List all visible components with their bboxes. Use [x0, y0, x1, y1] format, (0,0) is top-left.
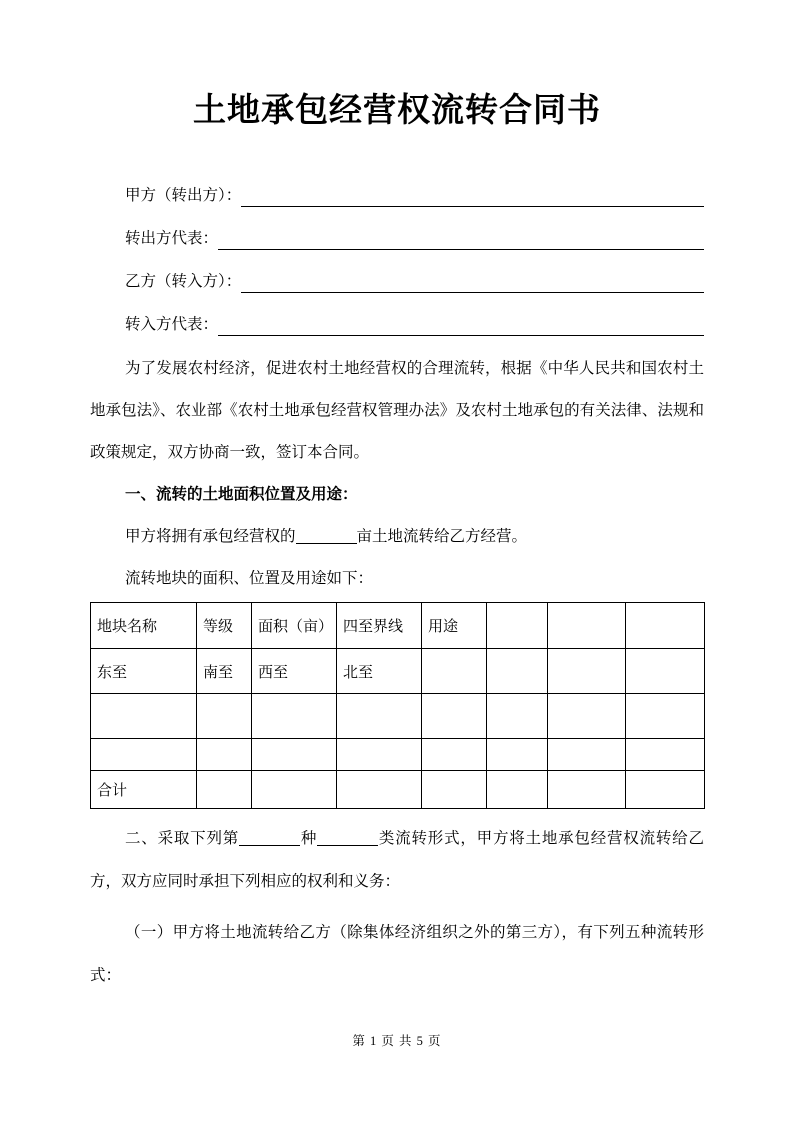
cell-empty	[422, 739, 487, 771]
party-field-blank-line[interactable]	[241, 184, 704, 207]
cell-east: 东至	[91, 649, 197, 694]
cell-empty	[422, 694, 487, 739]
cell-empty	[548, 771, 626, 809]
cell-empty	[626, 694, 705, 739]
table-row-total	[91, 771, 705, 809]
cell-empty	[197, 694, 252, 739]
cell-west: 西至	[252, 649, 337, 694]
party-field-blank-line[interactable]	[241, 270, 704, 293]
party-field-label: 转出方代表：	[125, 230, 219, 247]
cell-empty	[626, 603, 705, 649]
area-blank-field[interactable]	[296, 528, 357, 544]
section1-sentence-pre: 甲方将拥有承包经营权的	[125, 528, 296, 545]
cell-empty	[422, 771, 487, 809]
cell-total: 合计	[91, 771, 197, 809]
cell-area: 面积（亩）	[252, 603, 337, 649]
cell-grade: 等级	[197, 603, 252, 649]
cell-plot-name: 地块名称	[91, 603, 197, 649]
section1-heading: 一、流转的土地面积位置及用途：	[125, 486, 358, 503]
cell-empty	[548, 649, 626, 694]
section1-sentence	[90, 516, 704, 558]
party-field-row-zhuanchu-rep	[90, 207, 704, 250]
cell-empty	[91, 694, 197, 739]
form-number-blank-field[interactable]	[239, 830, 300, 846]
cell-south: 南至	[197, 649, 252, 694]
cell-empty	[548, 603, 626, 649]
table-row-header	[91, 603, 705, 649]
cell-empty	[626, 649, 705, 694]
cell-usage: 用途	[422, 603, 487, 649]
party-field-blank-line[interactable]	[218, 313, 704, 336]
form-type-blank-field[interactable]	[317, 830, 378, 846]
party-field-row-jiafang	[90, 164, 704, 207]
cell-empty	[487, 739, 548, 771]
section2-pre: 二、采取下列第	[125, 830, 240, 847]
cell-empty	[91, 739, 197, 771]
cell-empty	[252, 771, 337, 809]
cell-empty	[337, 771, 422, 809]
cell-empty	[487, 771, 548, 809]
party-field-blank-line[interactable]	[218, 227, 704, 250]
land-plots-table	[90, 602, 705, 809]
section2-sub1-paragraph: （一）甲方将土地流转给乙方（除集体经济组织之外的第三方），有下列五种流转形式：	[90, 924, 704, 984]
cell-empty	[337, 694, 422, 739]
cell-empty	[548, 739, 626, 771]
section2-post: 类流转形式，甲方将土地承包经营权流转给乙方，双方应同时承担下列相应的权利和义务：	[90, 830, 704, 890]
cell-empty	[197, 771, 252, 809]
section2-paragraph	[90, 817, 704, 903]
cell-north: 北至	[337, 649, 422, 694]
party-field-row-yifang	[90, 250, 704, 293]
cell-empty	[487, 694, 548, 739]
section1-sentence-post: 亩土地流转给乙方经营。	[356, 528, 528, 545]
intro-paragraph: 为了发展农村经济，促进农村土地经营权的合理流转，根据《中华人民共和国农村土地承包法》、农业部《农村土地承包经营权管理办法》及农村土地承包的有关法律、法规和政策规定，双方协商一致，签订本合同。	[90, 360, 704, 461]
table-intro-line: 流转地块的面积、位置及用途如下：	[125, 570, 374, 587]
cell-empty	[252, 739, 337, 771]
cell-empty	[487, 649, 548, 694]
party-field-row-zhuanru-rep	[90, 293, 704, 336]
party-field-label: 甲方（转出方）：	[125, 187, 242, 204]
cell-empty	[548, 694, 626, 739]
cell-empty	[626, 739, 705, 771]
cell-empty	[252, 694, 337, 739]
table-row-blank	[91, 739, 705, 771]
cell-empty	[197, 739, 252, 771]
cell-empty	[626, 771, 705, 809]
table-row-directions	[91, 649, 705, 694]
cell-empty	[422, 649, 487, 694]
party-field-label: 乙方（转入方）：	[125, 273, 242, 290]
table-row-blank	[91, 694, 705, 739]
document-title: 土地承包经营权流转合同书	[193, 93, 601, 129]
party-field-label: 转入方代表：	[125, 316, 219, 333]
cell-empty	[337, 739, 422, 771]
page-number-footer: 第 1 页 共 5 页	[352, 1034, 442, 1048]
cell-empty	[487, 603, 548, 649]
party-fields-block	[90, 164, 704, 336]
cell-boundaries: 四至界线	[337, 603, 422, 649]
section2-mid: 种	[300, 830, 318, 847]
